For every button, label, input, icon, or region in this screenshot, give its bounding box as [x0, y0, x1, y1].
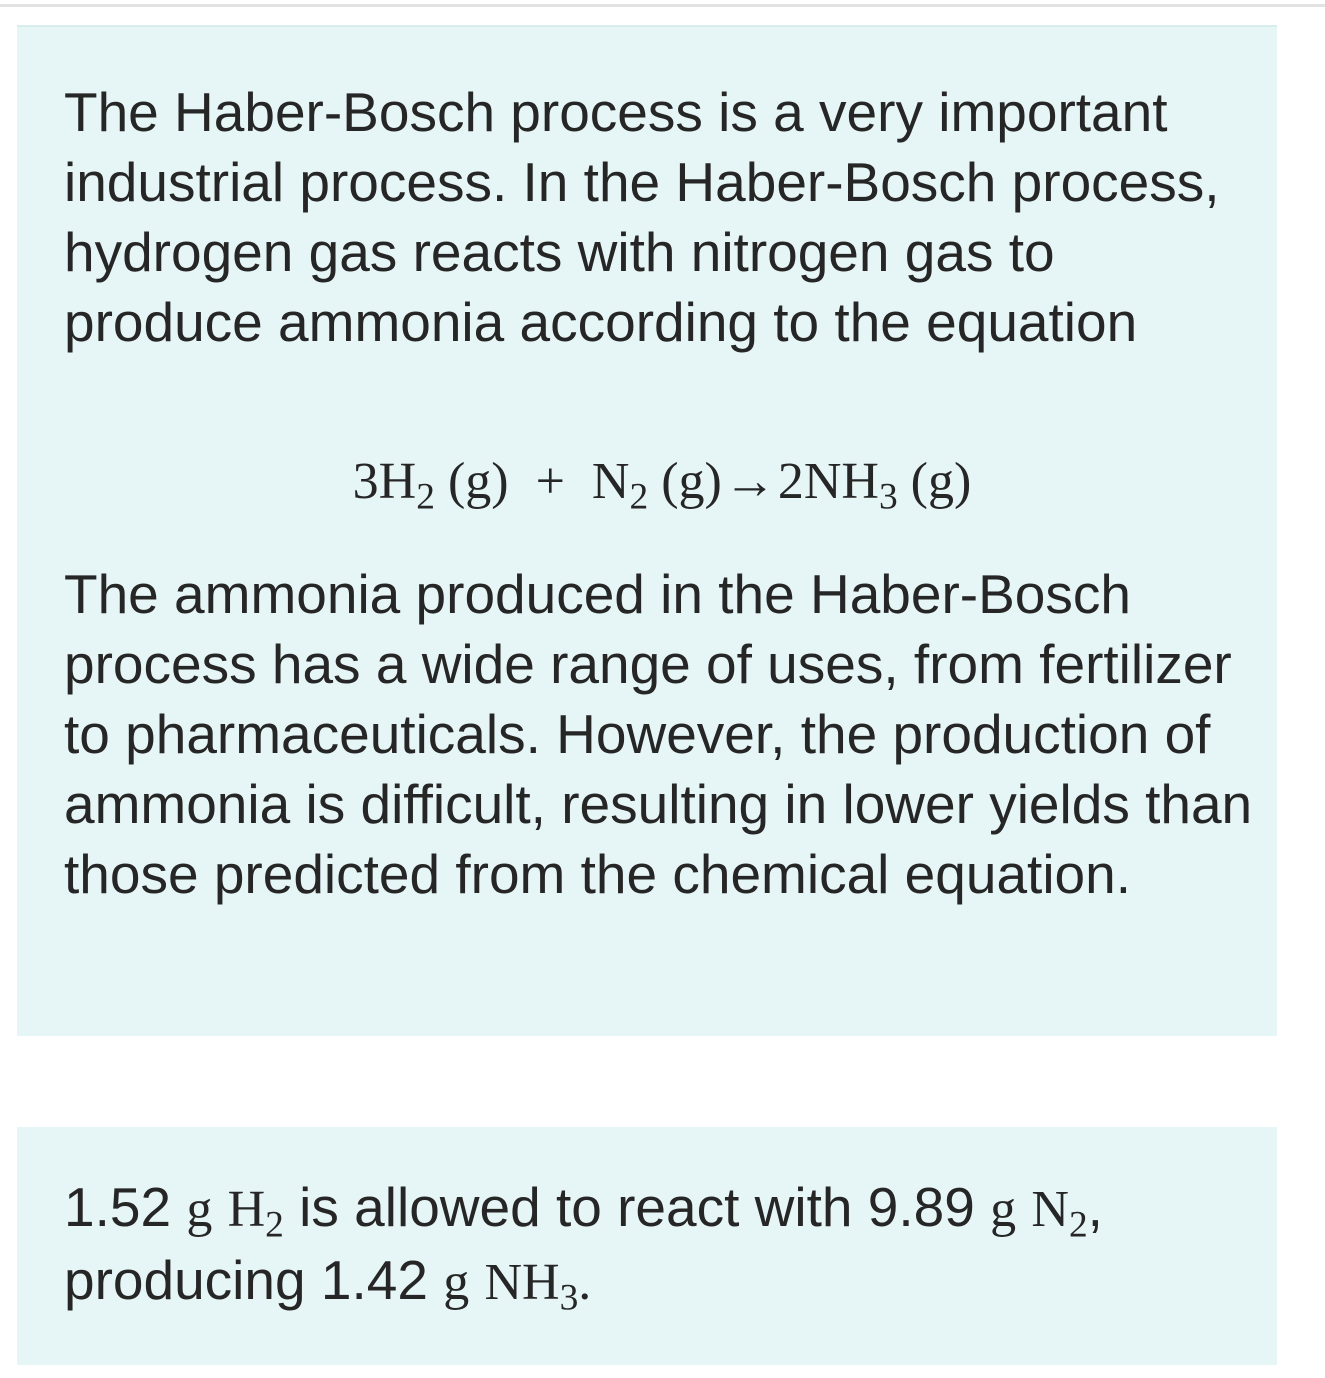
intro-paragraph: The Haber-Bosch process is a very important industrial process. In the Haber-Bosch process, hydrogen gas reacts with nitrogen gas to produce ammonia according to the equation: [64, 81, 1220, 353]
plus-sign: +: [535, 453, 565, 510]
n2-state: (g): [661, 453, 722, 510]
reaction-arrow-icon: →: [723, 453, 776, 510]
h2-mass: 1.52: [64, 1176, 172, 1238]
nh3-state: (g): [910, 453, 972, 510]
nh3-mass: 1.42: [320, 1249, 428, 1311]
comma: ,: [1087, 1176, 1103, 1238]
h2-reactant: $3H_2$: [352, 453, 435, 518]
question-card: [17, 1127, 1277, 1365]
period: .: [578, 1254, 592, 1311]
n2-mass: 9.89: [867, 1176, 975, 1238]
uses-paragraph: The ammonia produced in the Haber-Bosch process has a wide range of uses, from fertilizer to pharmaceuticals. However, the production of ammonia is difficult, resulting in lower yields than those predicted from the chemical equation.: [64, 563, 1253, 905]
reaction-equation: [17, 447, 1307, 517]
n2-formula: $N_2$: [1031, 1181, 1088, 1246]
nh3-product: $2NH_3$: [777, 453, 898, 518]
n2-unit: g: [990, 1181, 1017, 1238]
nh3-unit: g: [443, 1254, 470, 1311]
top-divider: [0, 4, 1325, 7]
nh3-formula: $NH_3$: [484, 1254, 579, 1319]
question-statement: [64, 1172, 1254, 1318]
h2-formula: $H_2$: [227, 1181, 284, 1246]
intro-card: [17, 25, 1277, 1036]
question-text-2: producing: [64, 1249, 306, 1311]
n2-reactant: $N_2$: [591, 453, 649, 518]
h2-unit: g: [186, 1181, 213, 1238]
h2-state: (g): [447, 453, 509, 510]
question-text-1: is allowed to react with: [299, 1176, 853, 1238]
